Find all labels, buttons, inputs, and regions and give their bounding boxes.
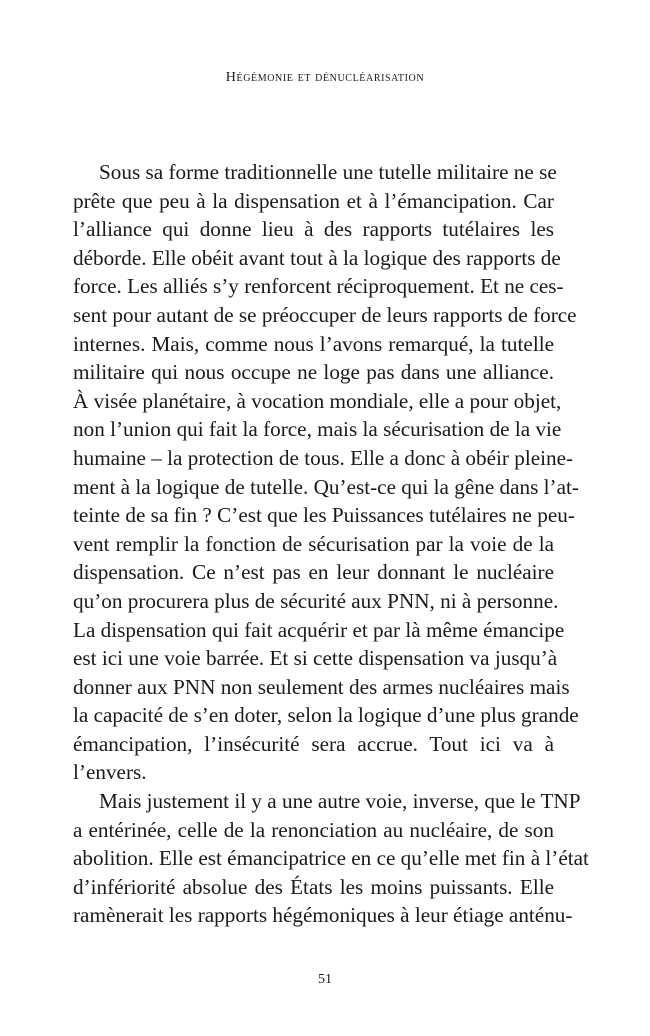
text-line: émancipation, l’insécurité sera accrue. Tout ici va à bbox=[73, 731, 554, 756]
body-text bbox=[73, 158, 589, 930]
running-head: Hégémonie et dénucléarisation bbox=[225, 70, 425, 85]
text-line: ment à la logique de tutelle. Qu’est-ce qui la gêne dans l’at- bbox=[73, 474, 579, 499]
text-line: internes. Mais, comme nous l’avons remarqué, la tutelle bbox=[73, 331, 554, 356]
text-line: Sous sa forme traditionnelle une tutelle militaire ne se bbox=[99, 160, 557, 184]
text-line: a entérinée, celle de la renonciation au nucléaire, de son bbox=[73, 817, 554, 842]
text-line: sent pour autant de se préoccuper de leurs rapports de force bbox=[73, 302, 577, 327]
text-line: À visée planétaire, à vocation mondiale, elle a pour objet, bbox=[73, 388, 562, 413]
paragraph bbox=[73, 787, 589, 930]
text-line: ramènerait les rapports hégémoniques à leur étiage anténu- bbox=[73, 903, 573, 928]
text-line: abolition. Elle est émancipatrice en ce qu’elle met fin à l’état bbox=[73, 846, 589, 871]
text-line: vent remplir la fonction de sécurisation par la voie de la bbox=[73, 531, 554, 556]
text-line: La dispensation qui fait acquérir et par là même émancipe bbox=[73, 617, 565, 642]
text-line: la capacité de s’en doter, selon la logique d’une plus grande bbox=[73, 703, 579, 728]
text-line: force. Les alliés s’y renforcent réciproquement. Et ne ces- bbox=[73, 274, 564, 299]
text-line: donner aux PNN non seulement des armes nucléaires mais bbox=[73, 674, 570, 699]
text-line: prête que peu à la dispensation et à l’émancipation. Car bbox=[73, 188, 554, 213]
text-line: qu’on procurera plus de sécurité aux PNN, ni à personne. bbox=[73, 588, 559, 613]
text-line: teinte de sa fin ? C’est que les Puissances tutélaires ne peu- bbox=[73, 503, 575, 528]
text-line: Mais justement il y a une autre voie, inverse, que le TNP bbox=[99, 789, 581, 814]
text-line: est ici une voie barrée. Et si cette dispensation va jusqu’à bbox=[73, 646, 558, 671]
text-line: déborde. Elle obéit avant tout à la logique des rapports de bbox=[73, 245, 561, 270]
text-line: l’alliance qui donne lieu à des rapports tutélaires les bbox=[73, 217, 554, 242]
text-line: humaine – la protection de tous. Elle a donc à obéir pleine- bbox=[73, 445, 574, 470]
text-line: dispensation. Ce n’est pas en leur donnant le nucléaire bbox=[73, 560, 554, 585]
text-line: non l’union qui fait la force, mais la sécurisation de la vie bbox=[73, 417, 562, 442]
text-line: militaire qui nous occupe ne loge pas dans une alliance. bbox=[73, 360, 554, 385]
text-line: d’infériorité absolue des États les moins puissants. Elle bbox=[73, 874, 554, 899]
text-line: l’envers. bbox=[73, 760, 147, 785]
page-number: 51 bbox=[318, 972, 332, 987]
paragraph bbox=[73, 158, 579, 787]
